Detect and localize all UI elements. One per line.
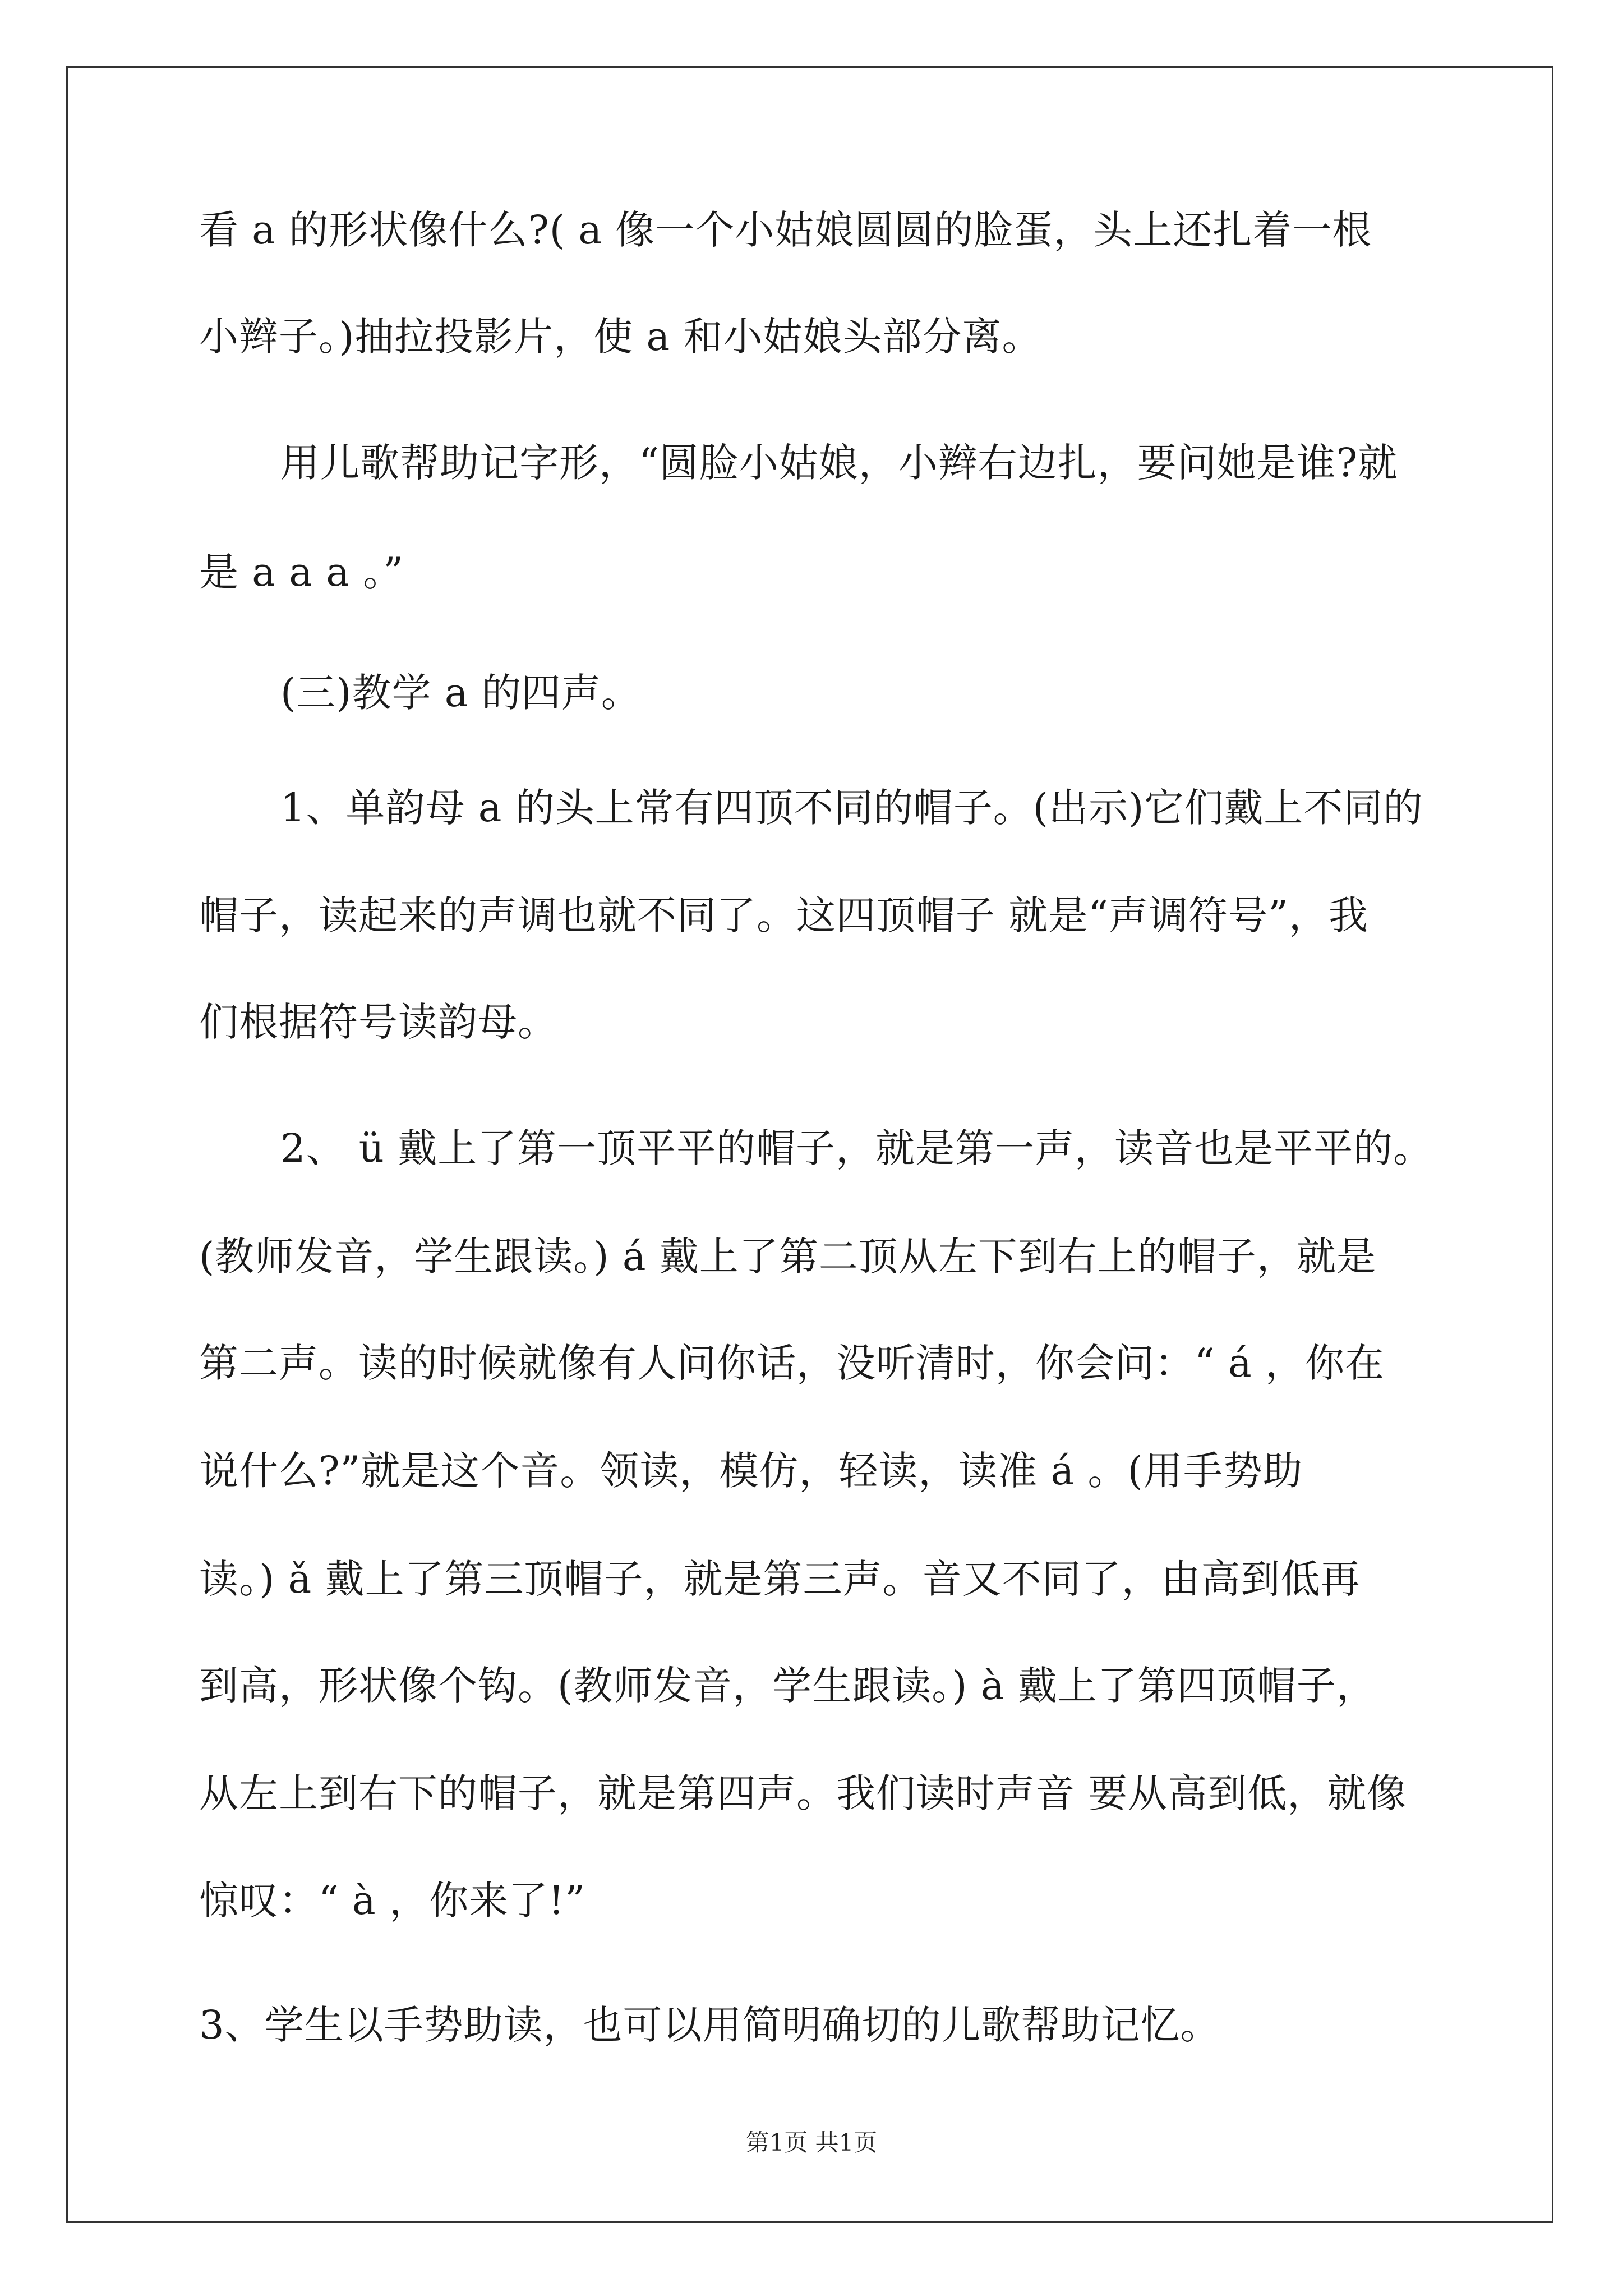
- text-line: 看 a 的形状像什么?( a 像一个小姑娘圆圆的脸蛋，头上还扎着一根: [199, 207, 1372, 253]
- text-line: 用儿歌帮助记字形，“圆脸小姑娘，小辫右边扎，要问她是谁?就: [280, 440, 1398, 486]
- text-line: 2、 ü 戴上了第一顶平平的帽子，就是第一声，读音也是平平的。: [280, 1125, 1433, 1171]
- text-line: 说什么?”就是这个音。领读，模仿，轻读，读准 á 。(用手势助: [199, 1448, 1303, 1494]
- text-line: 3、学生以手势助读，也可以用简明确切的儿歌帮助记忆。: [199, 2002, 1220, 2048]
- text-line: 到高，形状像个钩。(教师发音，学生跟读。) à 戴上了第四顶帽子，: [199, 1663, 1376, 1709]
- text-line: 是 a a a 。”: [199, 549, 404, 595]
- text-line: 第二声。读的时候就像有人问你话，没听清时，你会问：“ á ，你在: [199, 1340, 1385, 1386]
- text-line: 帽子，读起来的声调也就不同了。这四顶帽子 就是“声调符号”，我: [199, 892, 1368, 938]
- text-line: 们根据符号读韵母。: [199, 999, 557, 1045]
- page-footer: 第1页 共1页: [745, 2129, 878, 2156]
- text-line: (三)教学 a 的四声。: [280, 670, 641, 716]
- text-line: 小辫子。)抽拉投影片，使 a 和小姑娘头部分离。: [199, 314, 1042, 360]
- text-line: 读。) ǎ 戴上了第三顶帽子，就是第三声。音又不同了，由高到低再: [199, 1556, 1361, 1602]
- text-line: 惊叹：“ à ，你来了!”: [199, 1878, 585, 1924]
- text-line: (教师发音，学生跟读。) á 戴上了第二顶从左下到右上的帽子，就是: [199, 1234, 1376, 1280]
- text-line: 1、单韵母 a 的头上常有四顶不同的帽子。(出示)它们戴上不同的: [280, 785, 1423, 831]
- text-line: 从左上到右下的帽子，就是第四声。我们读时声音 要从高到低，就像: [199, 1770, 1407, 1816]
